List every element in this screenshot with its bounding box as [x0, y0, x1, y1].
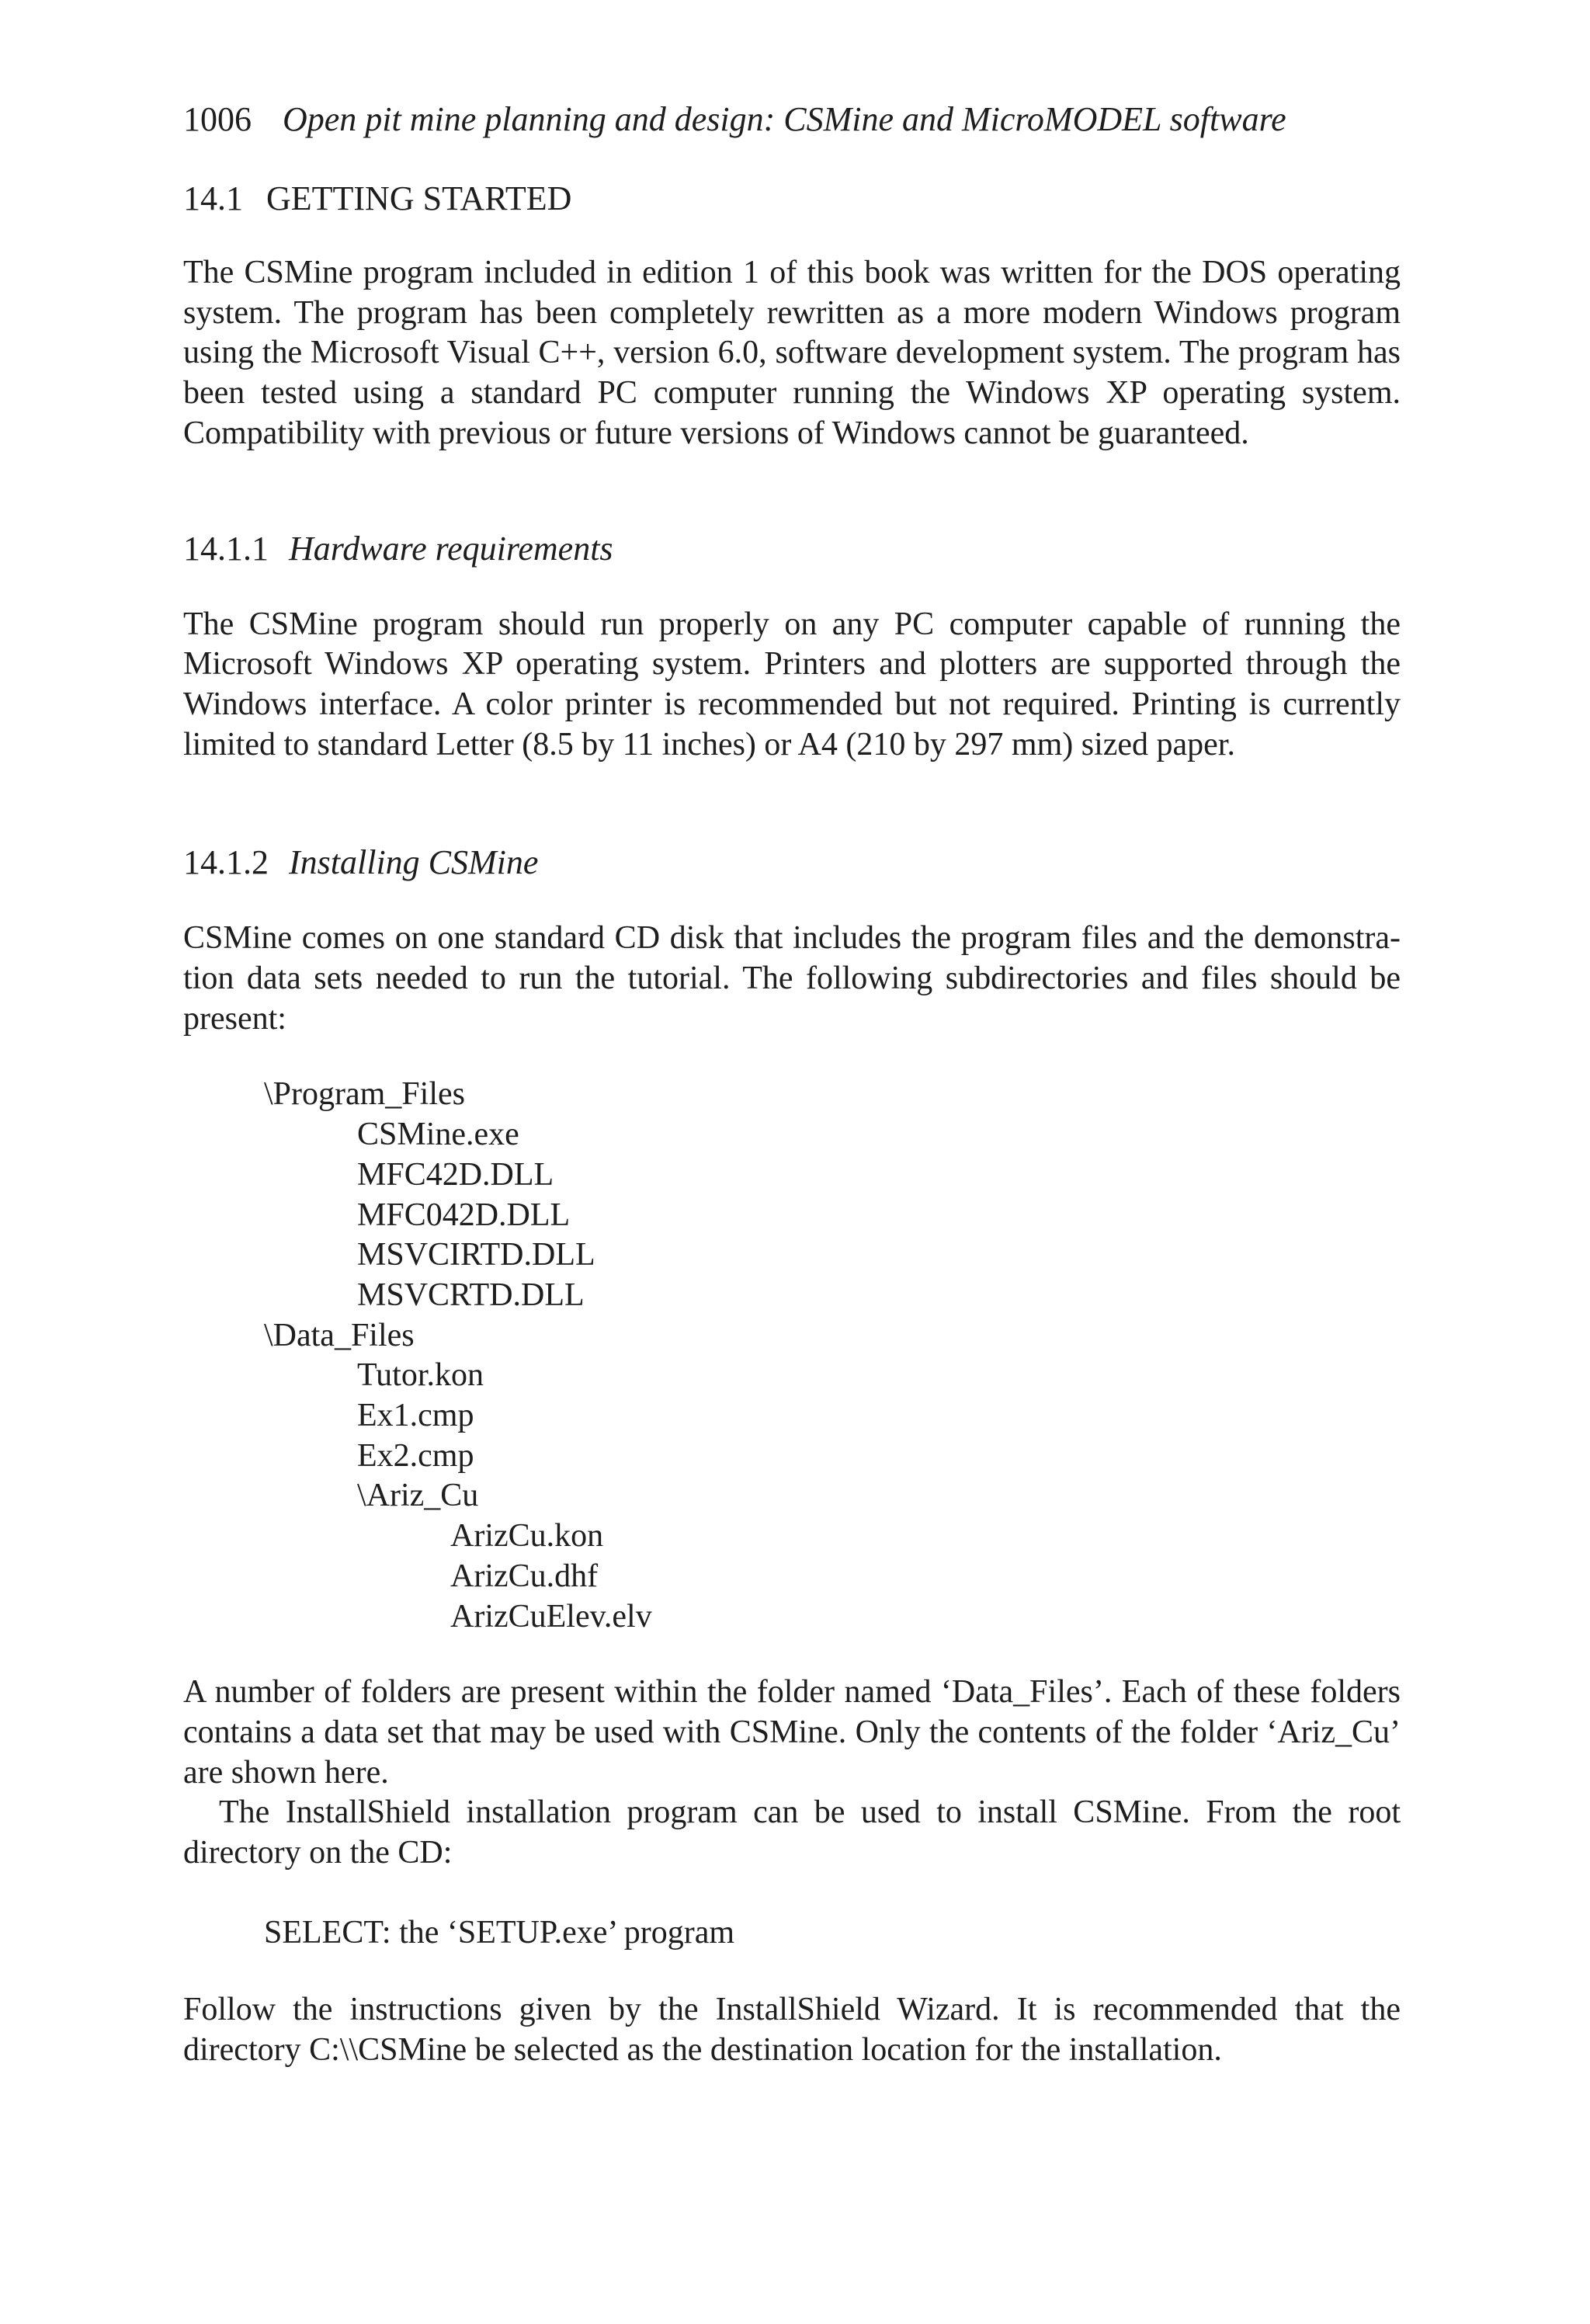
folders-paragraph: A number of folders are present within the folder named ‘Data_Files’. Each of these folders contains a data set that may be used with CSMine. Only the contents of the folder ‘Ariz_Cu’ are shown here.: [183, 1674, 1401, 1791]
tree-file: ArizCu.dhf: [450, 1558, 599, 1594]
tree-file: ArizCu.kon: [450, 1518, 604, 1555]
running-head: [183, 99, 1401, 140]
tree-file: Ex2.cmp: [357, 1437, 474, 1474]
hardware-number: 14.1.1: [183, 529, 269, 568]
document-page: [183, 99, 1401, 2070]
tree-file: MFC42D.DLL: [357, 1156, 554, 1193]
tree-file: CSMine.exe: [357, 1117, 519, 1153]
intro-paragraph: The CSMine program included in edition 1 of this book was written for the DOS operating system. The program has been completely rewritten as a more modern Windows program using the Microsoft Visual C++, version 6.0, software development system. The program has been tested using a standard PC computer running the Windows XP operating system. Compatibility with previous or future versions of Windows cannot be guaranteed.: [183, 255, 1401, 451]
page-number: 1006: [183, 100, 252, 138]
tree-folder: \Ariz_Cu: [357, 1478, 479, 1514]
select-command: SELECT: the ‘SETUP.exe’ program: [264, 1914, 735, 1951]
hardware-title: Hardware requirements: [289, 529, 613, 568]
tree-file: Ex1.cmp: [357, 1398, 474, 1434]
hardware-heading: [183, 529, 1401, 569]
tree-file: MSVCRTD.DLL: [357, 1277, 585, 1313]
installing-number: 14.1.2: [183, 843, 269, 882]
running-head-title: Open pit mine planning and design: CSMine and MicroMODEL software: [283, 100, 1286, 138]
section-number: 14.1: [183, 179, 243, 217]
installing-intro-paragraph: CSMine comes on one standard CD disk that includes the program files and the demonstration data sets needed to run the tutorial. The following subdirectories and files should be present:: [183, 920, 1401, 1037]
installshield-paragraph: The InstallShield installation program can be used to install CSMine. From the root directory on the CD:: [183, 1794, 1401, 1871]
tree-file: MFC042D.DLL: [357, 1197, 571, 1233]
tree-file: Tutor.kon: [357, 1357, 484, 1394]
tree-folder: \Data_Files: [264, 1317, 415, 1353]
tree-file: MSVCIRTD.DLL: [357, 1237, 595, 1273]
hardware-paragraph: The CSMine program should run properly on any PC computer capable of running the Microsoft Windows XP operating system. Printers and plotters are supported through the Windows interface. A color printer is recommended but not required. Printing is currently limited to standard Letter (8.5 by 11 inches) or A4 (210 by 297 mm) sized paper.: [183, 606, 1401, 763]
follow-paragraph: Follow the instructions given by the InstallShield Wizard. It is recommended that the directory C:\\CSMine be selected as the destination location for the installation.: [183, 1991, 1401, 2068]
installing-heading: [183, 842, 1401, 883]
installing-title: Installing CSMine: [289, 843, 539, 882]
section-title: GETTING STARTED: [266, 179, 572, 217]
tree-folder: \Program_Files: [264, 1076, 465, 1113]
section-heading: [183, 179, 1401, 219]
directory-tree: [183, 1075, 1401, 1637]
tree-file: ArizCuElev.elv: [450, 1598, 652, 1634]
